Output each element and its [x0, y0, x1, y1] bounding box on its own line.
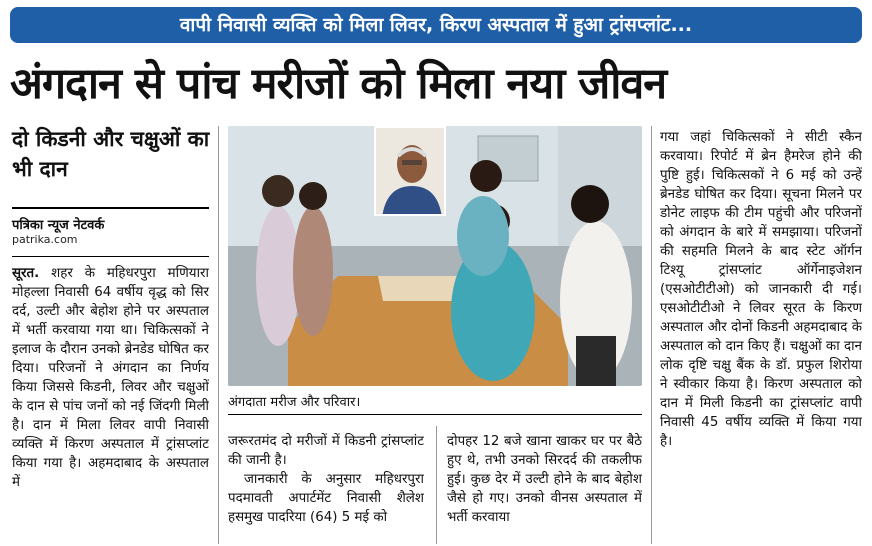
subhead-divider	[12, 207, 209, 209]
byline-divider	[12, 256, 209, 257]
dateline: सूरत.	[12, 266, 40, 281]
column-2-paragraph-1: जरूरतमंद दो मरीजों में किडनी ट्रांसप्लांट की जानी है।	[228, 434, 424, 468]
article-column-2	[228, 432, 424, 544]
column-divider-1	[218, 126, 219, 544]
column-divider-2	[436, 426, 437, 544]
caption-divider	[228, 414, 642, 415]
byline: पत्रिका न्यूज नेटवर्क	[12, 218, 105, 233]
kicker-banner: वापी निवासी व्यक्ति को मिला लिवर, किरण अस्पताल में हुआ ट्रांसप्लांट...	[10, 7, 862, 43]
headline: अंगदान से पांच मरीजों को मिला नया जीवन	[10, 59, 667, 109]
article-column-4	[660, 128, 862, 544]
portrait-illustration	[376, 128, 446, 216]
article-column-3	[447, 432, 642, 544]
subheadline: दो किडनी और चक्षुओं का भी दान	[12, 127, 210, 181]
column-divider-3	[651, 126, 652, 544]
column-3-text: दोपहर 12 बजे खाना खाकर घर पर बैठे हुए थे, तभी उनको सिरदर्द की तकलीफ हुई। कुछ देर में उल्टी होने के बाद बेहोश जैसे हो गए। उनको वीनस अस्पताल में भर्ती करवाया	[447, 434, 642, 525]
article-column-1	[12, 264, 209, 544]
photo-caption: अंगदाता मरीज और परिवार।	[228, 395, 361, 410]
column-4-text: गया जहां चिकित्सकों ने सीटी स्कैन करवाया। रिपोर्ट में ब्रेन हैमरेज होने की पुष्टि हुई। चिकित्सकों ने 6 मई को उन्हें ब्रेनडेड घोषित कर दिया। सूचना मिलने पर डोनेट लाइफ की टीम पहुंची और परिजनों को अंगदान के बारे में समझाया। परिजनों की सहमति मिलने के बाद स्टेट ऑर्गन टिश्यू ट्रांसप्लांट ऑर्गेनाइजेशन (एसओटीटीओ) को जानकारी दी गई। एसओटीटीओ ने लिवर सूरत के किरण अस्पताल और दोनों किडनी अहमदाबाद के अस्पताल को दान किए हैं। चक्षुओं का दान लोक दृष्टि चक्षु बैंक के डॉ. प्रफुल शिरोया ने स्वीकार किया है। किरण अस्पताल को दान में मिली किडनी का ट्रांसप्लांट वापी निवासी 45 वर्षीय व्यक्ति में किया गया है।	[660, 130, 862, 449]
column-1-text: शहर के महिधरपुरा मणियारा मोहल्ला निवासी 64 वर्षीय वृद्ध को सिर दर्द, उल्टी और बेहोश होने पर अस्पताल में भर्ती करवाया गया था। चिकित्सकों ने इलाज के दौरान उनको ब्रेनडेड घोषित कर दिया। परिजनों ने अंगदान का निर्णय किया जिससे किडनी, लिवर और चक्षुओं के दान से पांच जनों को नई जिंदगी मिली है। दान में मिला लिवर वापी निवासी व्यक्ति में किरण अस्पताल में ट्रांसप्लांट किया गया है। अहमदाबाद के अस्पताल में	[12, 266, 209, 490]
site-credit: patrika.com	[12, 233, 78, 246]
column-2-paragraph-2: जानकारी के अनुसार महिधरपुरा पदमावती अपार्टमेंट निवासी शैलेश हसमुख पादरिया (64) 5 मई को	[228, 472, 424, 525]
donor-portrait-inset	[374, 126, 446, 216]
